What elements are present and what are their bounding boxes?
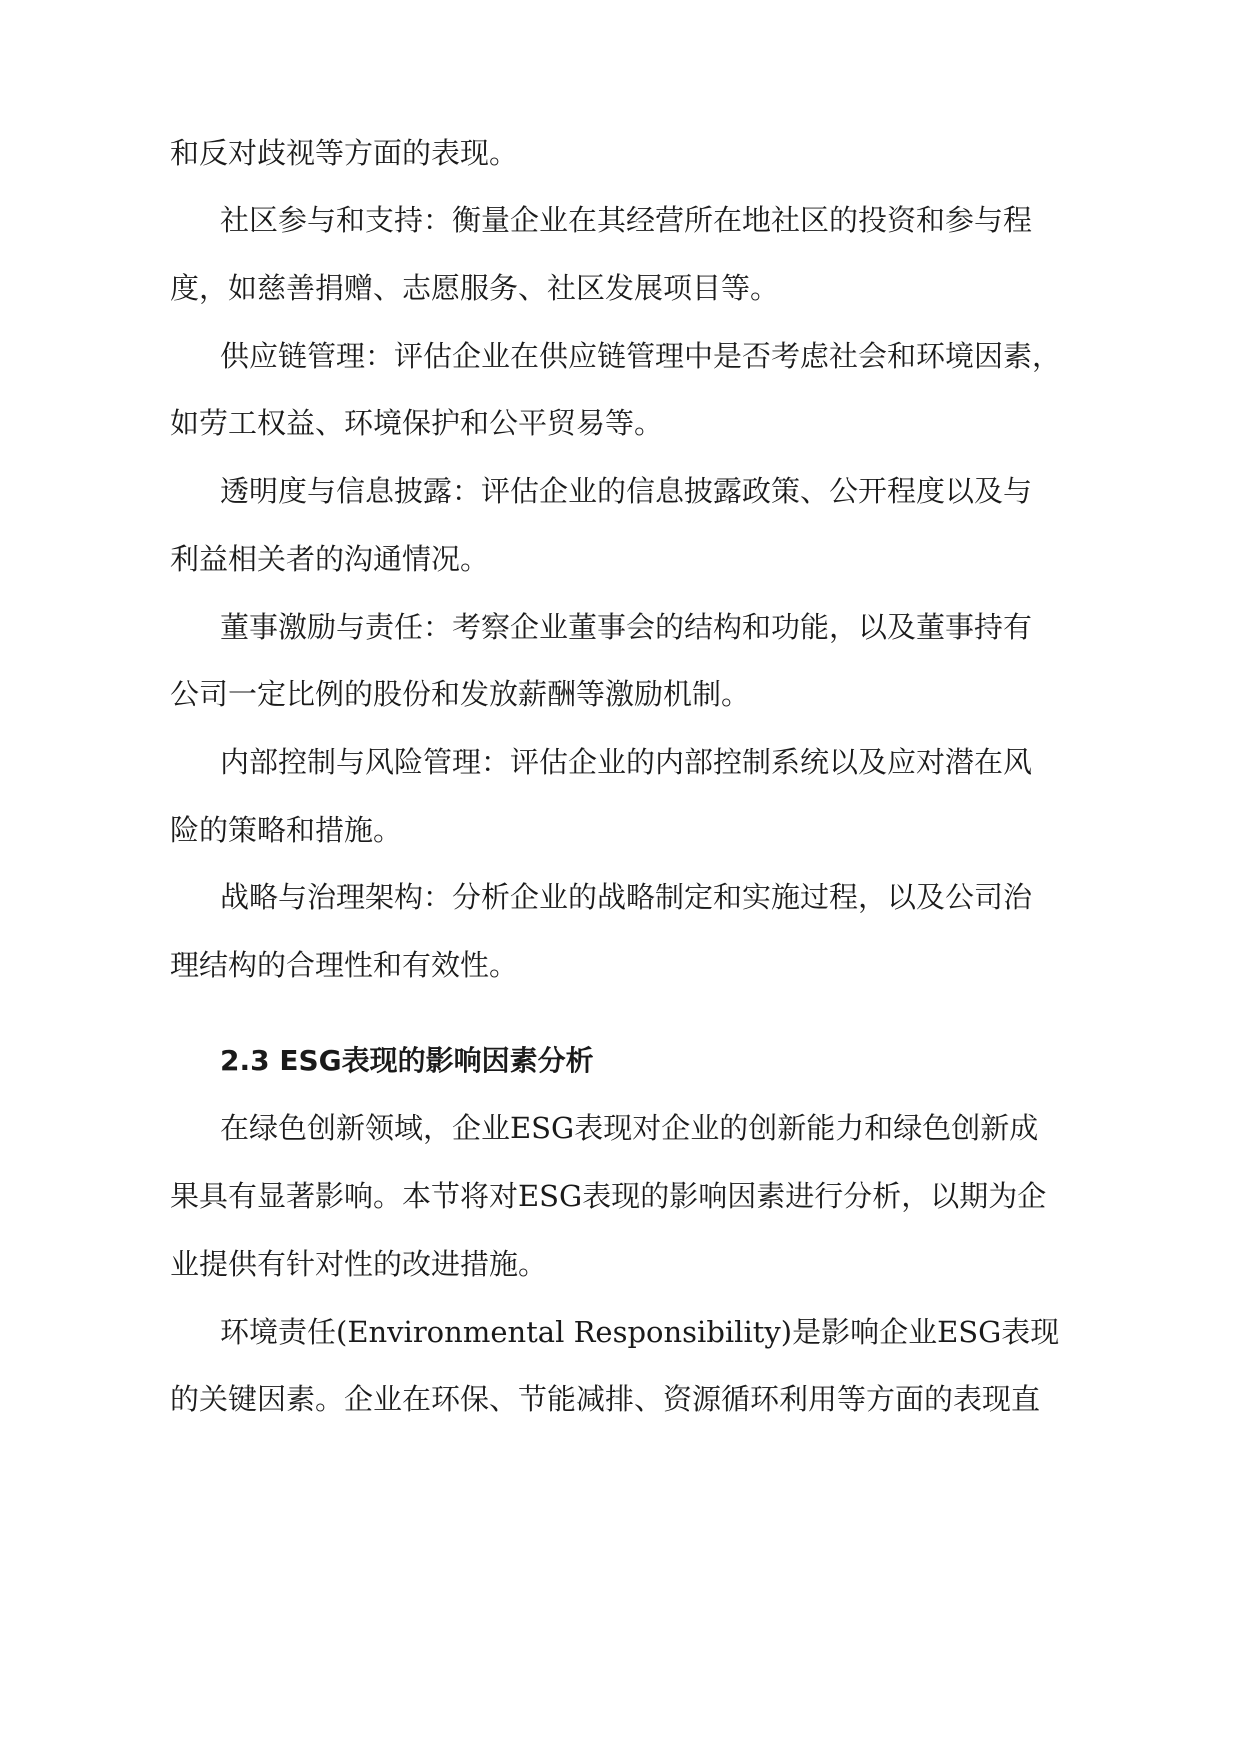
section-heading-text: 2.3 ESG表现的影响因素分析 xyxy=(220,1044,594,1077)
paragraph-text: 战略与治理架构：分析企业的战略制定和实施过程，以及公司治 xyxy=(220,880,1033,914)
paragraph-text: 供应链管理：评估企业在供应链管理中是否考虑社会和环境因素， xyxy=(220,339,1062,373)
paragraph-text: 环境责任(Environmental Responsibility)是影响企业ESG表现 xyxy=(220,1315,1060,1349)
paragraph-text: 公司一定比例的股份和发放薪酬等激励机制。 xyxy=(170,677,751,711)
text-line xyxy=(0,266,1241,310)
text-line xyxy=(0,1242,1241,1286)
paragraph-text: 度，如慈善捐赠、志愿服务、社区发展项目等。 xyxy=(170,271,780,305)
text-line xyxy=(0,605,1241,649)
text-line xyxy=(0,334,1241,378)
text-line xyxy=(0,943,1241,987)
paragraph-text: 理结构的合理性和有效性。 xyxy=(170,948,519,982)
text-line xyxy=(0,808,1241,852)
paragraph-text: 如劳工权益、环境保护和公平贸易等。 xyxy=(170,406,664,440)
paragraph-text: 内部控制与风险管理：评估企业的内部控制系统以及应对潜在风 xyxy=(220,745,1033,779)
section-heading xyxy=(0,1039,1241,1083)
paragraph-text: 的关键因素。企业在环保、节能减排、资源循环利用等方面的表现直 xyxy=(170,1382,1041,1416)
paragraph-text: 业提供有针对性的改进措施。 xyxy=(170,1247,548,1281)
paragraph-text: 果具有显著影响。本节将对ESG表现的影响因素进行分析，以期为企 xyxy=(170,1179,1047,1213)
paragraph-text: 在绿色创新领域，企业ESG表现对企业的创新能力和绿色创新成 xyxy=(220,1111,1039,1145)
text-line xyxy=(0,740,1241,784)
text-line xyxy=(0,875,1241,919)
text-line xyxy=(0,401,1241,445)
paragraph-text: 社区参与和支持：衡量企业在其经营所在地社区的投资和参与程 xyxy=(220,203,1033,237)
text-line xyxy=(0,198,1241,242)
paragraph-text: 利益相关者的沟通情况。 xyxy=(170,542,490,576)
text-line xyxy=(0,131,1241,175)
text-line xyxy=(0,469,1241,513)
text-line xyxy=(0,1310,1241,1354)
text-line xyxy=(0,672,1241,716)
paragraph-text: 透明度与信息披露：评估企业的信息披露政策、公开程度以及与 xyxy=(220,474,1033,508)
paragraph-text: 董事激励与责任：考察企业董事会的结构和功能，以及董事持有 xyxy=(220,610,1033,644)
paragraph-text: 和反对歧视等方面的表现。 xyxy=(170,136,519,170)
text-line xyxy=(0,1377,1241,1421)
text-line xyxy=(0,1106,1241,1150)
text-line xyxy=(0,1174,1241,1218)
paragraph-text: 险的策略和措施。 xyxy=(170,813,403,847)
text-line xyxy=(0,537,1241,581)
